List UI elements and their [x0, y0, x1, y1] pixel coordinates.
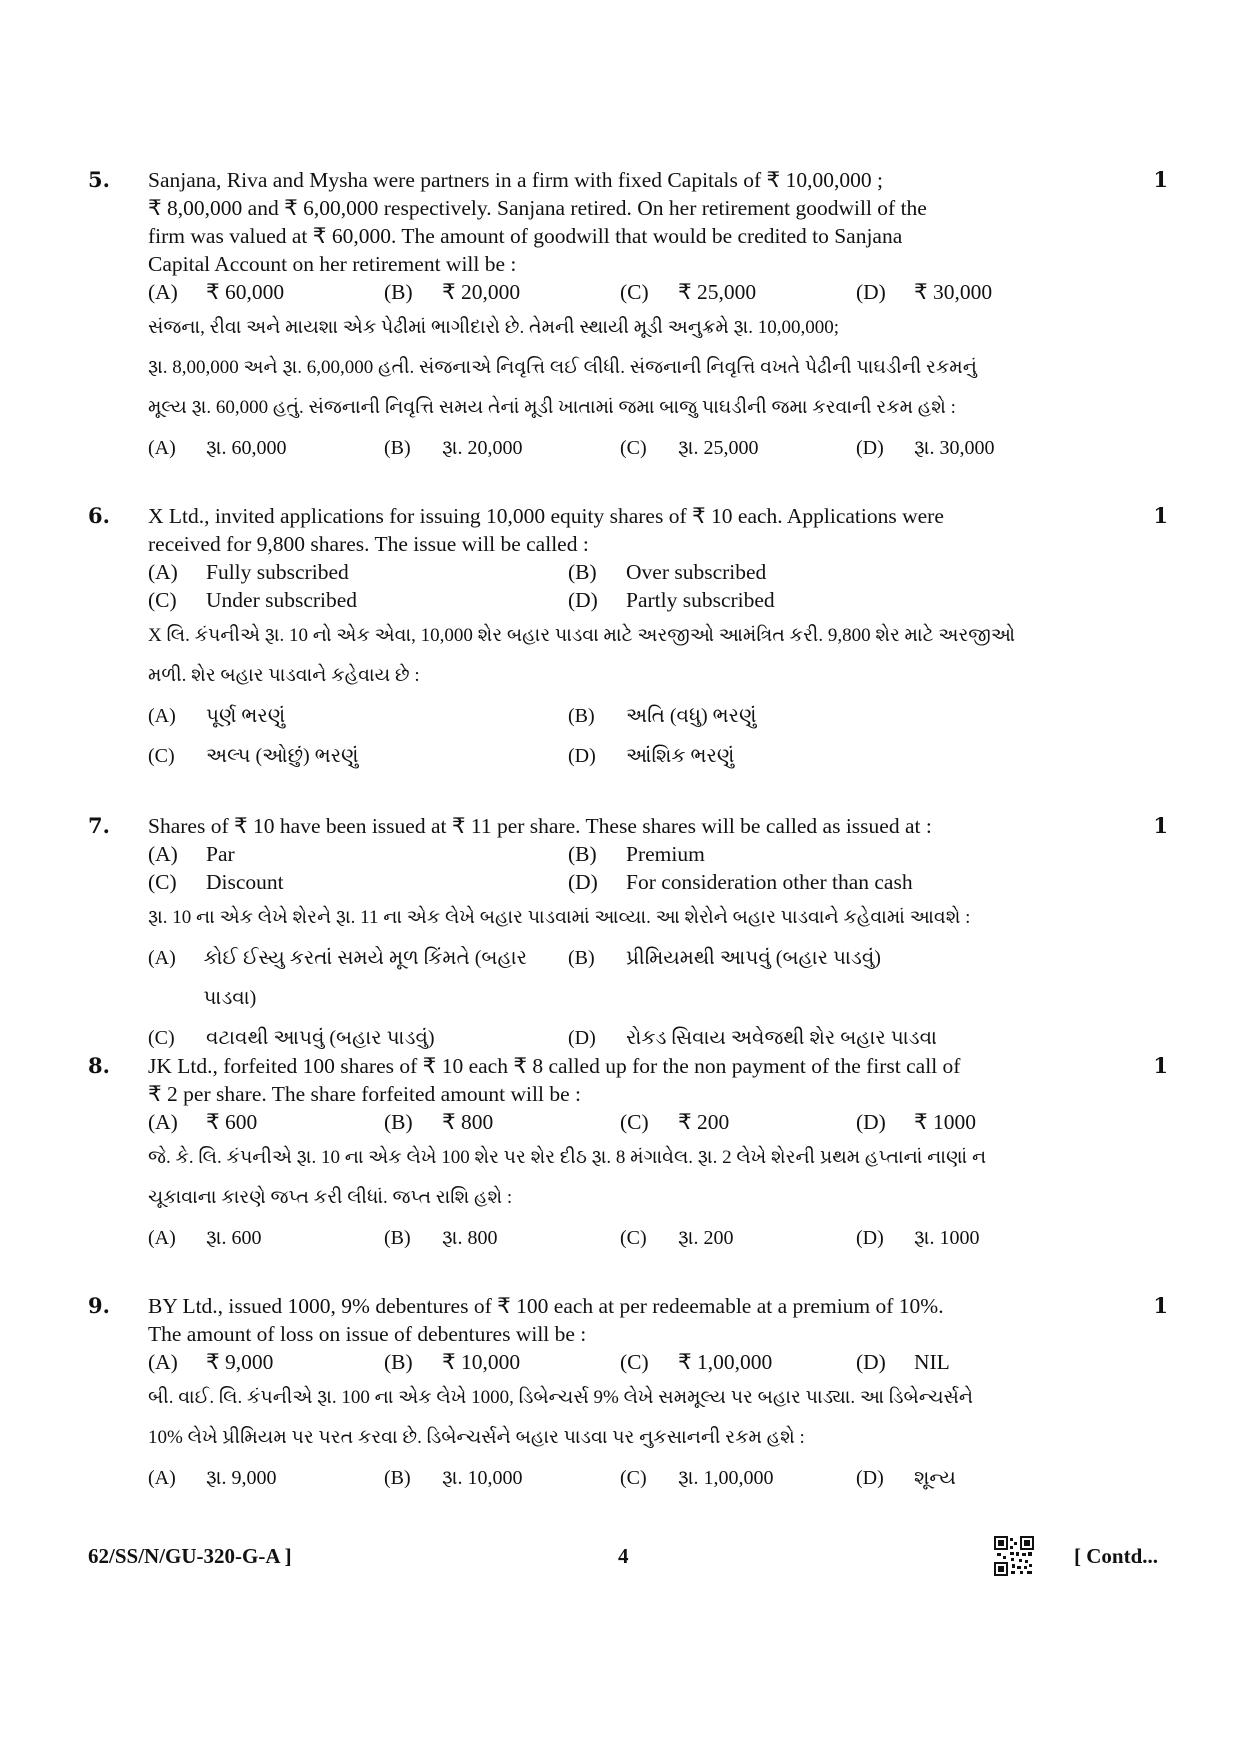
option-c: ₹ 200 — [678, 1110, 730, 1134]
question-7 — [88, 812, 1168, 1058]
question-number: 6. — [88, 503, 110, 528]
options-gu: (A) રૂા. 600 (B) રૂા. 800 (C) રૂા. 200 (D) રૂા. 1000 — [148, 1227, 980, 1249]
question-text-en: BY Ltd., issued 1000, 9% debentures of ₹ 100 each at per redeemable at a premium of 10%. The amount of loss on issue of debentures will be : — [148, 1294, 944, 1346]
option-a: ₹ 9,000 — [206, 1350, 274, 1374]
option-b: ₹ 800 — [442, 1110, 494, 1134]
question-6 — [88, 502, 1168, 776]
question-text-gu: X લિ. કંપનીએ રૂા. 10 નો એક એવા, 10,000 શેર બહાર પાડવા માટે અરજીઓ આમંત્રિત કરી. 9,800 શેર માટે અરજીઓ મળી. શેર બહાર પાડવાને કહેવાય છે : — [148, 625, 1015, 686]
options-en: (A) ₹ 600 (B) ₹ 800 (C) ₹ 200 (D) ₹ 1000 — [148, 1110, 977, 1134]
question-number: 5. — [88, 167, 110, 192]
option-d: NIL — [914, 1350, 950, 1374]
question-number: 7. — [88, 813, 110, 838]
question-text-gu: સંજના, રીવા અને માયશા એક પેઢીમાં ભાગીદારો છે. તેમની સ્થાયી મૂડી અનુક્રમે રૂા. 10,00,000; રૂા. 8,00,000 અને રૂા. 6,00,000 હતી. સંજનાએ નિવૃત્તિ લઈ લીધી. સંજનાની નિવૃત્તિ વખતે પેઢીની પાઘડીની રકમનું મૂલ્ય રૂા. 60,000 હતું. સંજનાની નિવૃત્તિ સમય તેનાં મૂડી ખાતામાં જમા બાજુ પાઘડીની જમા કરવાની રકમ હશે : — [148, 317, 977, 418]
option-a: ₹ 60,000 — [206, 280, 285, 304]
options-gu: (A) રૂા. 60,000 (B) રૂા. 20,000 (C) રૂા. 25,000 (D) રૂા. 30,000 — [148, 437, 995, 459]
options-en: (A) ₹ 9,000 (B) ₹ 10,000 (C) ₹ 1,00,000 (D) NIL — [148, 1350, 950, 1374]
options-gu-row1: (A) પૂર્ણ ભરણું (B) અતિ (વધુ) ભરણું — [148, 705, 757, 727]
options-en: (A) ₹ 60,000 (B) ₹ 20,000 (C) ₹ 25,000 (D) ₹ 30,000 — [148, 280, 993, 304]
question-9 — [88, 1292, 1168, 1498]
question-marks: 1 — [1153, 167, 1168, 192]
question-marks: 1 — [1153, 813, 1168, 838]
question-number: 9. — [88, 1293, 110, 1318]
option-d: ₹ 30,000 — [914, 280, 993, 304]
qr-code-icon — [994, 1536, 1034, 1576]
options-gu: (A) રૂા. 9,000 (B) રૂા. 10,000 (C) રૂા. 1,00,000 (D) શૂન્ય — [148, 1467, 956, 1489]
option-c: Discount — [206, 870, 284, 894]
options-gu-row2: (C) અલ્પ (ઓછું) ભરણું (D) આંશિક ભરણું — [148, 745, 735, 767]
question-text-en: JK Ltd., forfeited 100 shares of ₹ 10 each ₹ 8 called up for the non payment of the first call of ₹ 2 per share. The share forfeited amount will be : — [148, 1054, 961, 1106]
option-b: Premium — [626, 842, 705, 866]
question-text-en: Shares of ₹ 10 have been issued at ₹ 11 per share. These shares will be called as issued at : — [148, 814, 932, 838]
question-8 — [88, 1052, 1168, 1258]
options-en-row2: (C) Discount (D) For consideration other than cash — [148, 870, 913, 894]
continued-label: [ Contd... — [1073, 1544, 1158, 1568]
page-footer — [88, 1536, 1168, 1576]
options-gu-row2: (C) વટાવથી આપવું (બહાર પાડવું) (D) રોકડ સિવાય અવેજથી શેર બહાર પાડવા — [148, 1027, 937, 1049]
option-b: ₹ 10,000 — [442, 1350, 521, 1374]
page-number: 4 — [618, 1544, 629, 1568]
options-en-row2: (C) Under subscribed (D) Partly subscribed — [148, 588, 775, 612]
question-text-en: Sanjana, Riva and Mysha were partners in a firm with fixed Capitals of ₹ 10,00,000 ; ₹ 8,00,000 and ₹ 6,00,000 respectively. Sanjana retired. On her retirement goodwill of the firm was valued at ₹ 60,000. The amount of goodwill that would be credited to Sanjana Capital Account on her retirement will be : — [148, 168, 927, 276]
options-en-row1: (A) Par (B) Premium — [148, 842, 705, 866]
option-c: ₹ 25,000 — [678, 280, 757, 304]
question-5 — [88, 166, 1168, 468]
option-b: ₹ 20,000 — [442, 280, 521, 304]
option-a: ₹ 600 — [206, 1110, 258, 1134]
options-en-row1: (A) Fully subscribed (B) Over subscribed — [148, 560, 767, 584]
options-gu-row1: (A) કોઈ ઈસ્યુ કરતાં સમયે મૂળ કિંમતે (બહાર પાડવા) (B) પ્રીમિયમથી આપવું (બહાર પાડવું) — [148, 947, 881, 1009]
option-c: ₹ 1,00,000 — [678, 1350, 773, 1374]
question-marks: 1 — [1153, 1053, 1168, 1078]
question-marks: 1 — [1153, 1293, 1168, 1318]
question-text-en: X Ltd., invited applications for issuing 10,000 equity shares of ₹ 10 each. Applications were received for 9,800 shares. The issue will be called : — [148, 504, 944, 556]
option-a: Par — [206, 842, 235, 866]
question-text-gu: બી. વાઈ. લિ. કંપનીએ રૂા. 100 ના એક લેખે 1000, ડિબેન્ચર્સ 9% લેખે સમમૂલ્ય પર બહાર પાડ્યા. આ ડિબેન્ચર્સને 10% લેખે પ્રીમિયમ પર પરત કરવા છે. ડિબેન્ચર્સને બહાર પાડવા પર નુકસાનની રકમ હશે : — [148, 1387, 974, 1448]
question-marks: 1 — [1153, 503, 1168, 528]
question-text-gu: રૂા. 10 ના એક લેખે શેરને રૂા. 11 ના એક લેખે બહાર પાડવામાં આવ્યા. આ શેરોને બહાર પાડવાને કહેવામાં આવશે : — [148, 907, 971, 928]
option-b: Over subscribed — [626, 560, 767, 584]
paper-code: 62/SS/N/GU-320-G-A ] — [88, 1544, 292, 1568]
option-a: Fully subscribed — [206, 560, 349, 584]
option-c: Under subscribed — [206, 588, 358, 612]
option-d: ₹ 1000 — [914, 1110, 977, 1134]
option-d: For consideration other than cash — [626, 870, 913, 894]
question-text-gu: જે. કે. લિ. કંપનીએ રૂા. 10 ના એક લેખે 100 શેર પર શેર દીઠ રૂા. 8 મંગાવેલ. રૂા. 2 લેખે શેરની પ્રથમ હપ્તાનાં નાણાં ન ચૂકાવાના કારણે જપ્ત કરી લીધાં. જપ્ત રાશિ હશે : — [148, 1147, 987, 1208]
question-number: 8. — [88, 1053, 110, 1078]
option-d: Partly subscribed — [626, 588, 775, 612]
